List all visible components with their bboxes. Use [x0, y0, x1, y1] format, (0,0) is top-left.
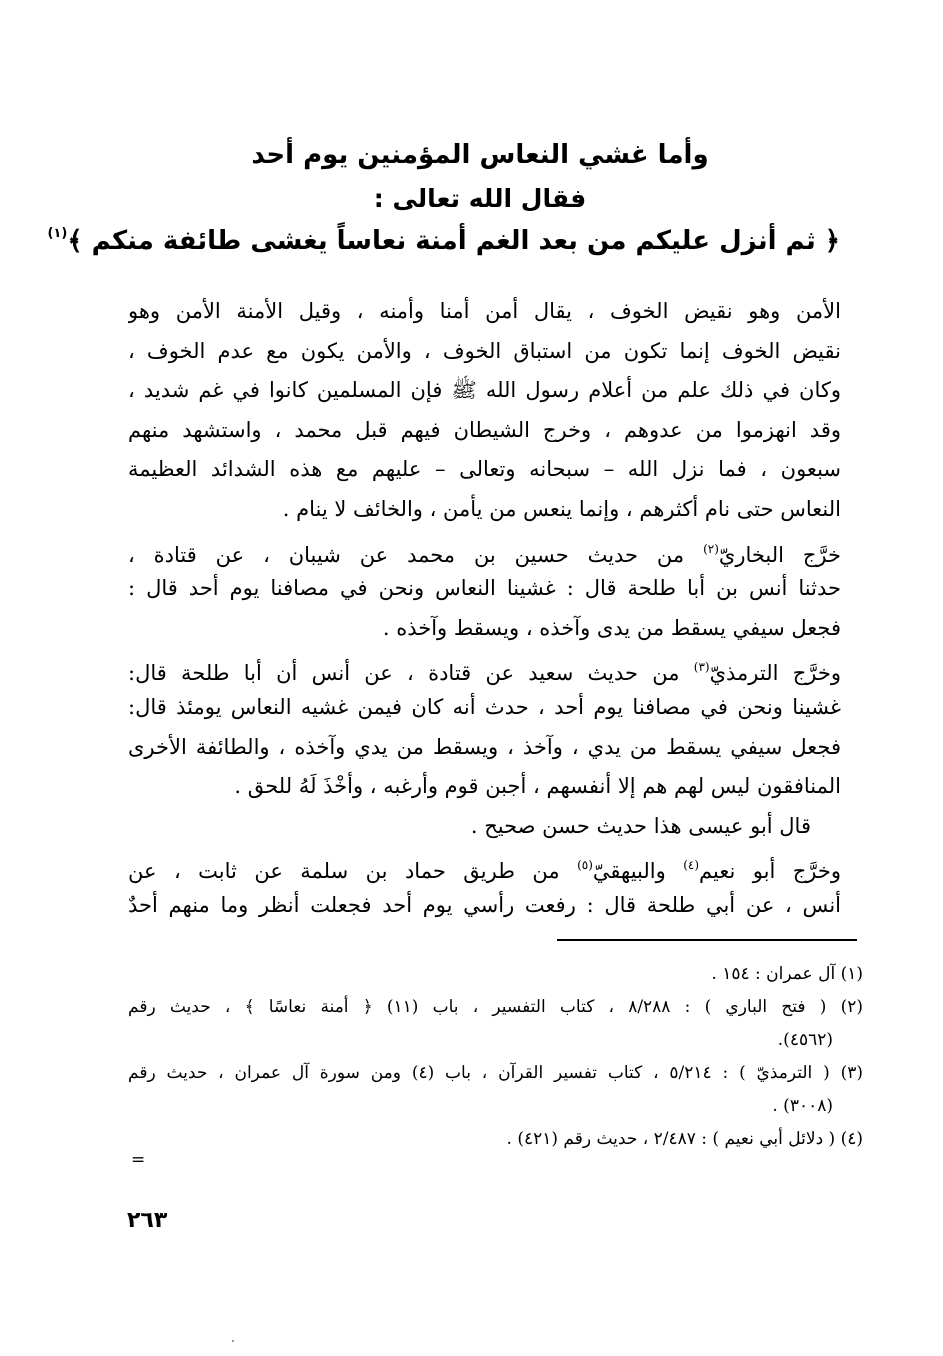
body-line: فجعل سيفي يسقط من يدي ، وآخذ ، ويسقط من يدي وآخذه ، والطائفة الأخرى [128, 734, 841, 759]
body-line: النعاس حتى نام أكثرهم ، وإنما ينعس من يأمن ، والخائف لا ينام . [282, 496, 841, 521]
footnote-divider [557, 939, 857, 941]
page-number: ٢٦٣ [127, 1208, 168, 1233]
footnote-marker: (٤) [683, 858, 700, 873]
footnote-continuation-mark: = [131, 1150, 146, 1170]
body-line: وقد انهزموا من عدوهم ، وخرج الشيطان فيهم قبل محمد ، واستشهد منهم [128, 417, 841, 442]
scan-speck [232, 1340, 234, 1342]
body-line-rest: من طريق حماد بن سلمة عن ثابت ، عن [128, 859, 560, 884]
footnote-2-continued: (٤٥٦٢). [777, 1030, 833, 1050]
footnote-4: (٤) ( دلائل أبي نعيم ) : ٢/٤٨٧ ، حديث رقم (٤٢١) . [506, 1129, 863, 1149]
verse-footnote-marker: (١) [47, 226, 68, 241]
chapter-heading: وأما غشي النعاس المؤمنين يوم أحد [251, 140, 709, 170]
body-line: الأمن وهو نقيض الخوف ، يقال أمن أمنا وأمنه ، وقيل الأمنة الأمن وهو [128, 299, 841, 323]
footnote-marker: (٥) [577, 858, 593, 873]
body-line-start: خرَّج البخاريّ [718, 542, 841, 567]
footnote-3-continued: (٣٠٠٨) . [772, 1096, 833, 1116]
body-line [128, 846, 841, 886]
body-line: نقيض الخوف إنما تكون من استباق الخوف ، والأمن يكون مع عدم الخوف ، [128, 338, 841, 363]
footnote-2: (٢) ( فتح الباري ) : ٨/٢٨٨ ، كتاب التفسير ، باب (١١) ﴿ أمنة نعاسًا ﴾ ، حديث رقم [128, 997, 863, 1017]
body-line-start: وخرَّج الترمذيّ [709, 661, 841, 686]
body-text [128, 292, 841, 926]
footnote-1: (١) آل عمران : ١٥٤ . [711, 964, 863, 984]
verse-intro: فقال الله تعالى : [373, 184, 587, 213]
footnote-marker: (٢) [703, 541, 719, 556]
body-line: قال أبو عيسى هذا حديث حسن صحيح . [470, 813, 811, 838]
body-line-start: وخرَّج أبو نعيم [699, 859, 841, 884]
body-line: وكان في ذلك علم من أعلام رسول الله ﷺ فإن المسلمين كانوا في غم شديد ، [128, 378, 841, 403]
body-line: فجعل سيفي يسقط من يدى وآخذه ، ويسقط وآخذه . [382, 615, 841, 640]
footnote-3: (٣) ( الترمذيّ ) : ٥/٢١٤ ، كتاب تفسير القرآن ، باب (٤) ومن سورة آل عمران ، حديث رقم [128, 1063, 863, 1083]
body-line-rest: من حديث سعيد عن قتادة ، عن أنس أن أبا طلحة قال: [128, 661, 680, 686]
body-line-mid: والبيهقيّ [592, 859, 666, 884]
footnotes [128, 958, 863, 1156]
footnote-marker: (٣) [693, 660, 710, 675]
body-line: المنافقون ليس لهم هم إلا أنفسهم ، أجبن قوم وأرغبه ، وأخْذَ لَهُ للحق . [234, 774, 841, 799]
body-line: سبعون ، فما نزل الله – سبحانه وتعالى – عليهم مع هذه الشدائد العظيمة [128, 457, 841, 482]
quran-verse [47, 226, 840, 256]
body-line [128, 530, 841, 570]
body-line: حدثنا أنس بن أبا طلحة قال : غشينا النعاس ونحن في مصافنا يوم أحد قال : [128, 576, 841, 601]
body-line: غشينا ونحن في مصافنا يوم أحد ، حدث أنه كان فيمن غشيه النعاس يومئذ قال: [128, 694, 841, 719]
quran-verse-text: ﴿ ثم أنزل عليكم من بعد الغم أمنة نعاساً يغشى طائفة منكم ﴾ [67, 226, 840, 256]
body-line-rest: من حديث حسين بن محمد عن شيبان ، عن قتادة ، [128, 542, 685, 567]
body-line [128, 648, 841, 688]
body-line: أنس ، عن أبي طلحة قال : رفعت رأسي يوم أحد فجعلت أنظر وما منهم أحدٌ [128, 892, 841, 917]
